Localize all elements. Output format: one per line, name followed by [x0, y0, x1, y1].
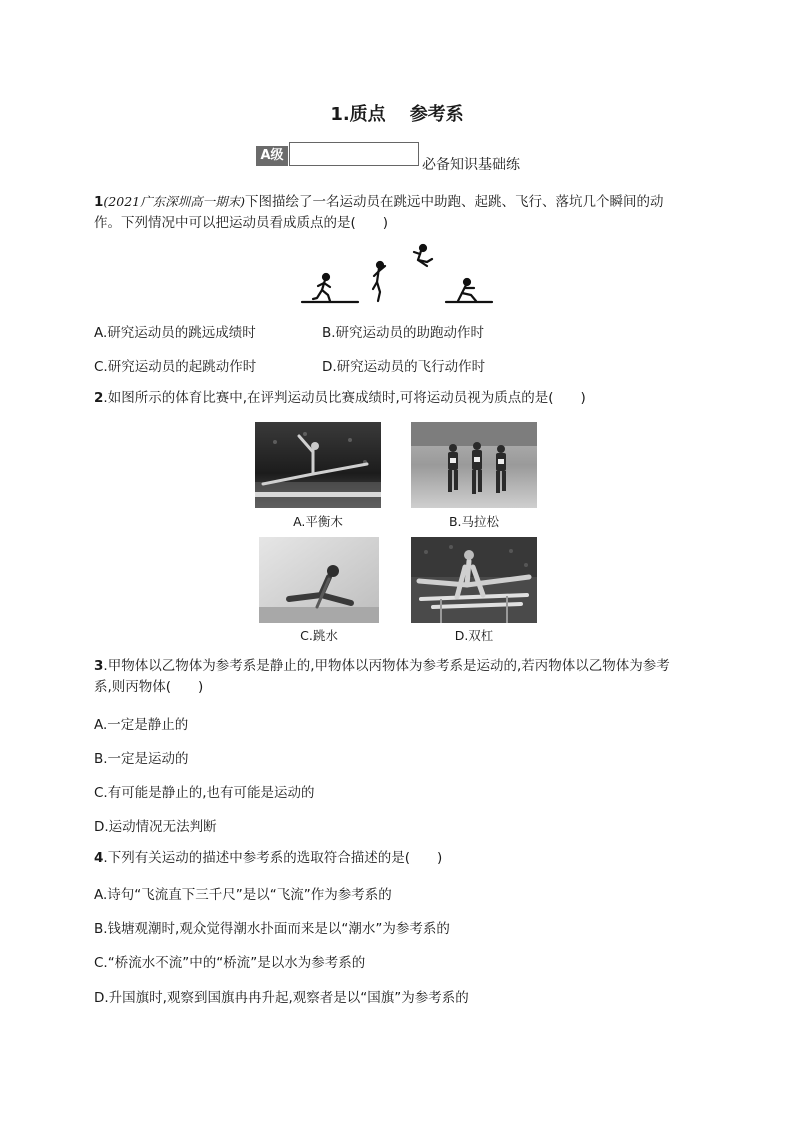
question-4-text: .下列有关运动的描述中参考系的选取符合描述的是( )	[103, 850, 443, 866]
q3-option-a: A.一定是静止的	[94, 717, 189, 733]
long-jump-figure	[300, 242, 500, 306]
q3-option-d: D.运动情况无法判断	[94, 819, 217, 835]
q4-option-a: A.诗句“飞流直下三千尺”是以“飞流”作为参考系的	[94, 887, 392, 903]
takeoff-figure	[373, 262, 385, 301]
landing-figure	[458, 279, 476, 301]
flight-figure	[414, 245, 432, 266]
question-1-line-1	[94, 191, 714, 213]
diving-photo	[259, 537, 379, 623]
caption-c: C.跳水	[300, 628, 338, 643]
question-2-text: .如图所示的体育比赛中,在评判运动员比赛成绩时,可将运动员视为质点的是( )	[103, 390, 586, 406]
q4-option-d: D.升国旗时,观察到国旗冉冉升起,观察者是以“国旗”为参考系的	[94, 990, 469, 1006]
grade-badge: A级	[256, 146, 288, 166]
q3-option-b: B.一定是运动的	[94, 751, 189, 767]
caption-a: A.平衡木	[293, 514, 343, 529]
question-1-number: 1	[94, 194, 104, 210]
parallel-bars-photo	[411, 537, 537, 623]
caption-d: D.双杠	[454, 628, 494, 643]
question-2	[94, 388, 714, 409]
grade-label: 必备知识基础练	[422, 157, 520, 173]
q1-option-d: D.研究运动员的飞行动作时	[322, 359, 486, 375]
question-4	[94, 848, 714, 869]
q1-option-a: A.研究运动员的跳远成绩时	[94, 325, 256, 341]
q1-option-b: B.研究运动员的助跑动作时	[322, 325, 485, 341]
runner-figure	[313, 274, 330, 301]
question-4-number: 4	[94, 850, 104, 866]
question-3	[94, 656, 714, 698]
question-2-number: 2	[94, 390, 104, 406]
question-3-line-1	[94, 656, 714, 677]
question-3-text: .甲物体以乙物体为参考系是静止的,甲物体以丙物体为参考系是运动的,若丙物体以乙物体为参考	[103, 658, 670, 674]
caption-b: B.马拉松	[448, 514, 500, 529]
question-1-line-2: 作。下列情况中可以把运动员看成质点的是( )	[94, 215, 389, 231]
page-title	[0, 100, 794, 126]
marathon-photo	[411, 422, 537, 508]
title-part-1: 1.质点	[330, 104, 386, 125]
q3-option-c: C.有可能是静止的,也有可能是运动的	[94, 785, 315, 801]
q4-option-b: B.钱塘观潮时,观众觉得潮水扑面而来是以“潮水”为参考系的	[94, 921, 450, 937]
question-3-line-2: 系,则丙物体( )	[94, 679, 204, 695]
question-1-source: (2021广东深圳高一期末)	[103, 194, 245, 209]
question-1-text: 下图描绘了一名运动员在跳远中助跑、起跳、飞行、落坑几个瞬间的动	[244, 194, 664, 210]
grade-blank-box	[289, 142, 419, 166]
title-part-2: 参考系	[409, 104, 464, 125]
q1-option-c: C.研究运动员的起跳动作时	[94, 359, 257, 375]
question-1	[94, 191, 714, 234]
question-3-number: 3	[94, 658, 104, 674]
q4-option-c: C.“桥流水不流”中的“桥流”是以水为参考系的	[94, 955, 366, 971]
balance-beam-photo	[255, 422, 381, 508]
